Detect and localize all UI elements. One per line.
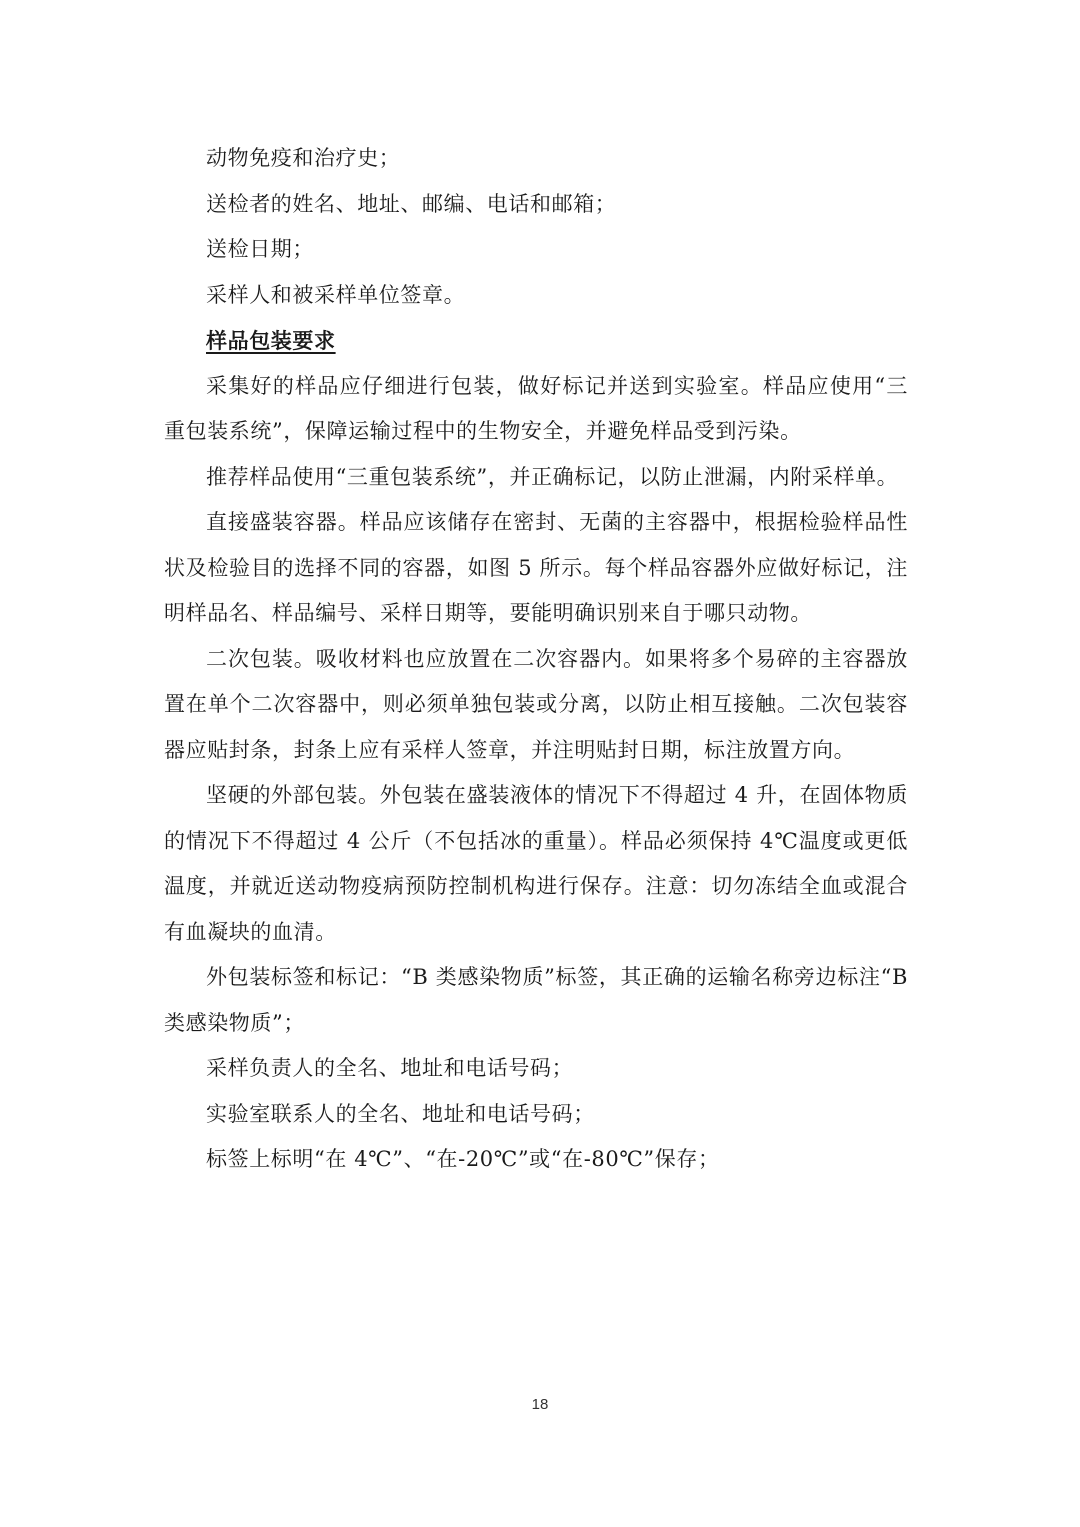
body-paragraph: 标签上标明“在 4℃”、“在-20℃”或“在-80℃”保存；: [206, 1147, 720, 1171]
section-heading: 样品包装要求: [206, 328, 336, 353]
body-paragraph: 送检者的姓名、地址、邮编、电话和邮箱；: [206, 191, 617, 216]
page-body: [164, 136, 908, 1183]
body-paragraph: 直接盛装容器。样品应该储存在密封、无菌的主容器中，根据检验样品性状及检验目的选择不同的容器，如图 5 所示。每个样品容器外应做好标记，注明样品名、样品编号、采样日期等，要能明确识别来自于哪只动物。: [164, 510, 908, 625]
body-paragraph: 实验室联系人的全名、地址和电话号码；: [206, 1101, 595, 1126]
body-paragraph: 推荐样品使用“三重包装系统”，并正确标记，以防止泄漏，内附采样单。: [206, 464, 899, 489]
body-paragraph: 采集好的样品应仔细进行包装，做好标记并送到实验室。样品应使用“三重包装系统”，保障运输过程中的生物安全，并避免样品受到污染。: [164, 373, 908, 443]
body-paragraph: 坚硬的外部包装。外包装在盛装液体的情况下不得超过 4 升，在固体物质的情况下不得超过 4 公斤（不包括冰的重量）。样品必须保持 4℃温度或更低温度，并就近送动物疫病预防控制机构进行保存。注意：切勿冻结全血或混合有血凝块的血清。: [164, 783, 908, 944]
body-paragraph: 外包装标签和标记：“B 类感染物质”标签，其正确的运输名称旁边标注“B 类感染物质”；: [164, 965, 908, 1035]
body-paragraph: 二次包装。吸收材料也应放置在二次容器内。如果将多个易碎的主容器放置在单个二次容器中，则必须单独包装或分离，以防止相互接触。二次包装容器应贴封条，封条上应有采样人签章，并注明贴封日期，标注放置方向。: [164, 646, 908, 762]
body-paragraph: 送检日期；: [206, 237, 314, 261]
body-paragraph: 采样人和被采样单位签章。: [206, 282, 466, 307]
page-number: 18: [531, 1396, 549, 1413]
body-paragraph: 采样负责人的全名、地址和电话号码；: [206, 1056, 574, 1080]
body-paragraph: 动物免疫和治疗史；: [206, 146, 401, 170]
